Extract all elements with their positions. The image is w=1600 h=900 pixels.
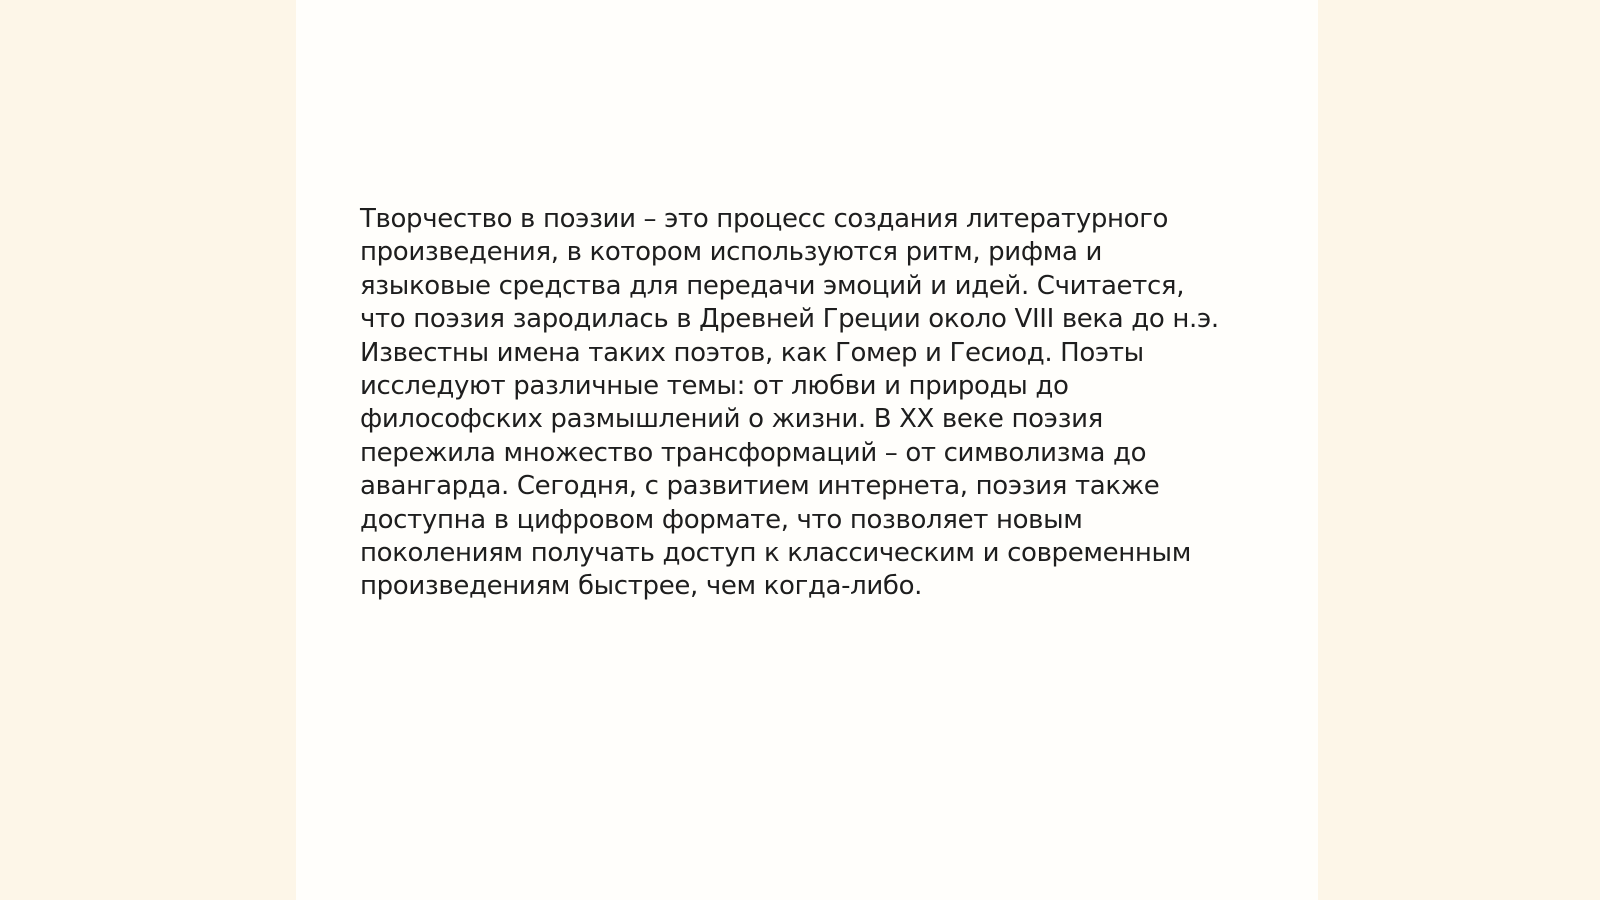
paragraph-line: пережила множество трансформаций – от символизма до bbox=[360, 437, 1147, 468]
paragraph-line: доступна в цифровом формате, что позволяет новым bbox=[360, 504, 1083, 535]
document-page bbox=[296, 0, 1318, 900]
paragraph-line: произведениям быстрее, чем когда-либо. bbox=[360, 571, 923, 602]
paragraph-line: поколениям получать доступ к классическим и современным bbox=[360, 538, 1191, 569]
paragraph-line: философских размышлений о жизни. В XX веке поэзия bbox=[360, 404, 1103, 435]
paragraph-line: авангарда. Сегодня, с развитием интернета, поэзия также bbox=[360, 471, 1160, 502]
paragraph-line: языковые средства для передачи эмоций и идей. Считается, bbox=[360, 270, 1185, 301]
body-paragraph bbox=[360, 203, 1260, 604]
paragraph-line: что поэзия зародилась в Древней Греции около VIII века до н.э. bbox=[360, 304, 1219, 335]
left-margin-panel bbox=[0, 0, 296, 900]
paragraph-line: исследуют различные темы: от любви и природы до bbox=[360, 371, 1069, 402]
paragraph-line: Творчество в поэзии – это процесс создания литературного bbox=[360, 204, 1169, 234]
right-margin-panel bbox=[1318, 0, 1600, 900]
paragraph-line: Известны имена таких поэтов, как Гомер и Гесиод. Поэты bbox=[360, 337, 1144, 368]
paragraph-line: произведения, в котором используются ритм, рифма и bbox=[360, 237, 1103, 268]
